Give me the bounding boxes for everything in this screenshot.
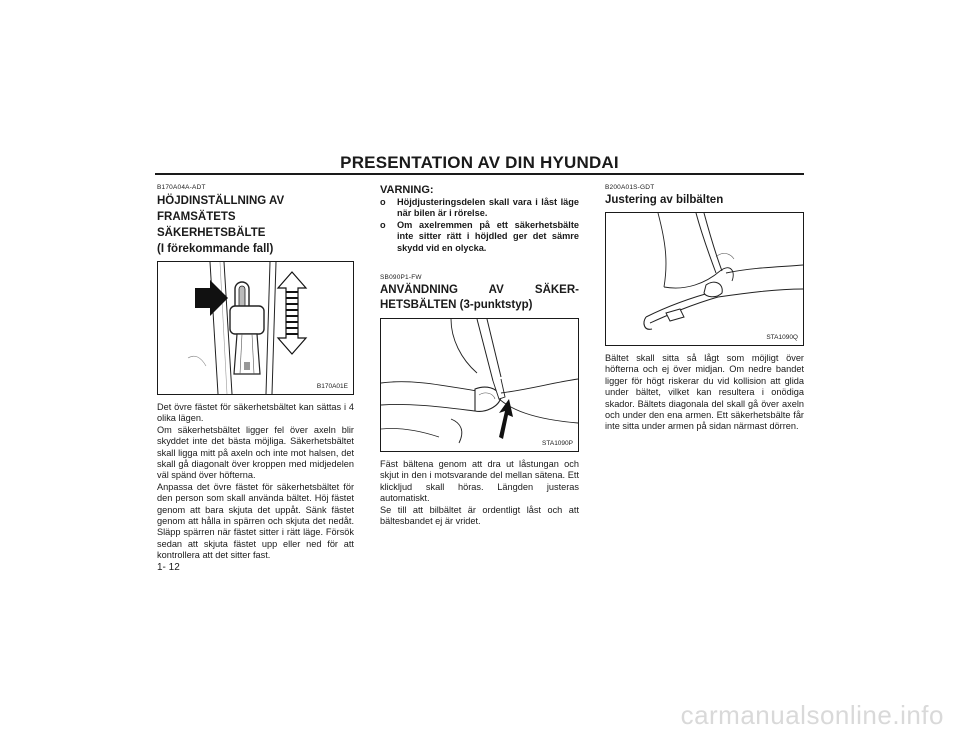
heading-line: ANVÄNDNING AV SÄKER-	[380, 284, 579, 297]
body-paragraph: Fäst bältena genom att dra ut låstungan och skjut in den i motsvarande del mellan sätena. Ett klickljud skall höras. Längden justeras automatiskt.	[380, 459, 579, 504]
figure-belt-anchor	[157, 261, 354, 395]
section-code: SB090P1-FW	[380, 274, 422, 282]
column-height-adjustment	[157, 184, 354, 562]
column-adjustment	[605, 184, 804, 433]
bullet-glyph: o	[380, 197, 386, 207]
buckling-illustration	[381, 319, 578, 451]
watermark: carmanualsonline.info	[680, 700, 944, 730]
heading-line: HÖJDINSTÄLLNING AV FRAMSÄTETS	[157, 195, 285, 223]
body-paragraph: Anpassa det övre fästet för säkerhetsbältet för den person som skall använda bältet. Höj fästet genom att bara skjuta det uppåt. Sänk fästet genom att hålla in spärren och skjuta det nedåt. Släpp spärren när fästet sitter i rätt läge. Försök sedan att skjuta fästet upp eller ned för att kontrollera att det sitter fast.	[157, 481, 354, 561]
warning-title: VARNING:	[380, 184, 434, 196]
figure-code: STA1090P	[542, 440, 573, 448]
figure-lap-belt	[605, 212, 804, 346]
warning-list	[380, 197, 579, 254]
heading-line: (I förekommande fall)	[157, 243, 274, 255]
page-header-title: PRESENTATION AV DIN HYUNDAI	[340, 153, 619, 172]
body-paragraph: Bältet skall sitta så lågt som möjligt över höfterna och ej över midjan. Om nedre bandet ligger för högt riskerar du vid kollision att glida under bältet, vilket kan resultera i onödiga skador. Bältets diagonala del skall gå över axeln och under den ena armen. Ett säkerhetsbälte får inte sitta under armen på sidan närmast dörren.	[605, 353, 804, 432]
warning-text: Om axelremmen på ett säkerhetsbälte inte sitter rätt i höjdled ger det sämre skydd vid en olycka.	[397, 219, 579, 253]
section-code: B170A04A-ADT	[157, 184, 206, 191]
figure-code: B170A01E	[316, 383, 348, 390]
column-usage	[380, 184, 579, 527]
figure-buckling	[380, 318, 579, 452]
section-heading	[380, 283, 579, 313]
belt-anchor-illustration	[158, 262, 353, 394]
body-paragraph: Se till att bilbältet är ordentligt låst och att bältesbandet ej är vridet.	[380, 504, 579, 527]
section-heading	[157, 193, 354, 257]
header-rule	[155, 173, 804, 175]
body-paragraph: Om säkerhetsbältet ligger fel över axeln blir skyddet inte det bästa möjliga. Säkerhetsbältet skall ligga mitt på axeln och inte mot halsen, det skall gå diagonalt över kroppen med midjedelen väl spänd över höfterna.	[157, 424, 354, 481]
heading-line: HETSBÄLTEN (3-punktstyp)	[380, 299, 533, 312]
lap-belt-illustration	[606, 213, 803, 345]
warning-text: Höjdjusteringsdelen skall vara i låst läge när bilen är i rörelse.	[397, 197, 579, 219]
body-paragraph: Det övre fästet för säkerhetsbältet kan sättas i 4 olika lägen.	[157, 402, 354, 424]
section-heading: Justering av bilbälten	[605, 194, 724, 206]
warning-item	[380, 220, 579, 254]
warning-item	[380, 197, 579, 220]
page-number: 1- 12	[157, 562, 180, 573]
heading-line: SÄKERHETSBÄLTE	[157, 227, 266, 239]
section-code: B200A01S-GDT	[605, 184, 655, 191]
figure-code: STA1090Q	[766, 334, 798, 341]
bullet-glyph: o	[380, 219, 386, 230]
